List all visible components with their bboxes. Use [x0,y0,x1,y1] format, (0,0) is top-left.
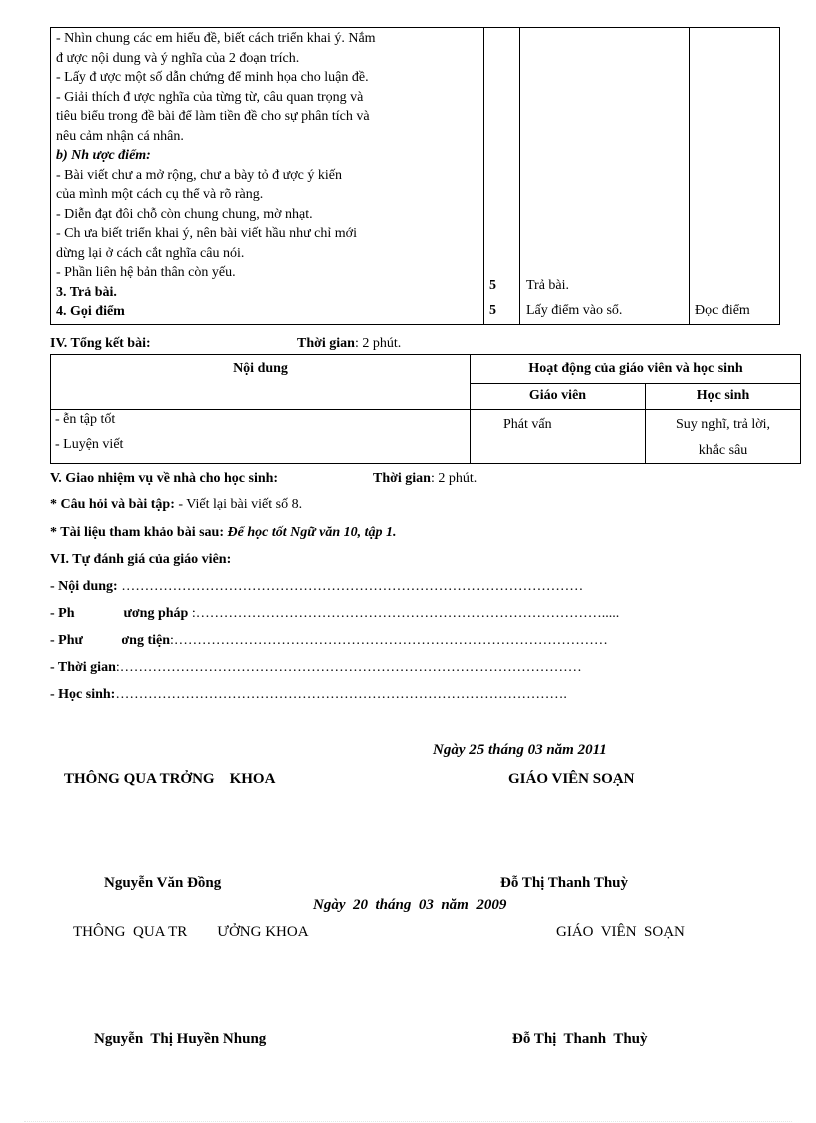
evaluation-row [50,604,619,624]
content-line: - Diễn đạt đôi chỗ còn chung chung, mờ nhạt. [56,206,313,222]
approver-title: THÔNG QUA TRỞNG KHOA [64,771,276,787]
content-line: - Ch ưa biết triển khai ý, nên bài viết hầu như chỉ mới [56,226,357,241]
student-activity: Suy nghĩ, trả lời, [675,417,771,432]
homework-line [50,495,302,515]
content-line: của mình một cách cụ thể và rõ ràng. [56,187,264,202]
evaluation-row [50,658,582,678]
content-cell [56,29,484,322]
reference-label: * Tài liệu tham khảo bài sau: [50,525,225,540]
time-value: 5 [489,278,496,293]
teacher-activity: Lấy điểm vào sổ. [526,303,623,318]
author-name: Đỗ Thị Thanh Thuỳ [512,1031,648,1047]
evaluation-row [50,577,583,597]
evaluation-label: - Phư ơng tiện [50,633,170,648]
student-activity: Đọc điểm [695,303,750,318]
page-edge [24,1121,792,1122]
time-value: : 2 phút. [430,471,478,486]
time-label: Thời gian [373,471,431,486]
lesson-table-continued [50,27,780,325]
row-divider [51,409,800,410]
approver-name: Nguyễn Văn Đồng [104,875,222,891]
col-divider [519,28,520,324]
col-divider [689,28,690,324]
evaluation-dots: ……………………………………………………………………………………. [115,687,567,702]
evaluation-dots: ……………………………………………………………………………………… [117,579,584,594]
evaluation-dots: :………………………………………………………………………………… [170,633,608,648]
header-student: Học sinh [696,388,750,403]
evaluation-label: - Nội dung: [50,579,118,594]
author-title: GIÁO VIÊN SOẠN [556,924,685,940]
content-line: - Nhìn chung các em hiểu đề, biết cách triển khai ý. Nắm [56,31,376,46]
signature-date: Ngày 20 tháng 03 năm 2009 [313,897,507,913]
approver-title: THÔNG QUA TR ƯỞNG KHOA [73,924,309,940]
evaluation-label: - Học sinh: [50,687,116,702]
content-line: tiêu biểu trong đề bài để làm tiền đề cho sự phân tích và [56,109,370,124]
section-iv-time [297,334,401,354]
signature-date: Ngày 25 tháng 03 năm 2011 [433,742,607,758]
section-vi-title: VI. Tự đánh giá của giáo viên: [50,552,232,567]
author-name: Đỗ Thị Thanh Thuỳ [500,875,629,891]
evaluation-row [50,685,567,705]
approver-name: Nguyễn Thị Huyền Nhung [94,1031,267,1047]
content-line: - Phần liên hệ bản thân còn yếu. [56,265,236,280]
student-activity: khắc sâu [698,443,748,458]
evaluation-dots: :……………………………………………………………………………..... [188,606,620,621]
section-v-title: V. Giao nhiệm vụ về nhà cho học sinh: [50,471,279,486]
header-teacher: Giáo viên [528,388,587,403]
content-item: - Luyện viết [55,437,124,452]
content-item: - ễn tập tốt [55,412,116,427]
content-line: đ ược nội dung và ý nghĩa của 2 đoạn trích. [56,50,300,66]
homework-value: - Viết lại bài viết số 8. [174,497,303,512]
time-value: : 2 phút. [354,336,402,351]
evaluation-label: - Thời gian [50,660,116,675]
content-line: - Lấy đ ược một số dẫn chứng để minh họa cho luận đề. [56,70,369,85]
content-line: dừng lại ở cách cắt nghĩa câu nói. [56,245,245,261]
time-value: 5 [489,303,496,318]
reference-line [50,523,397,543]
step-return-papers: 3. Trả bài. [56,284,117,300]
teacher-method: Phát vấn [503,417,552,432]
teacher-activity: Trả bài. [526,278,570,293]
header-activity: Hoạt động của giáo viên và học sinh [528,361,743,376]
author-title: GIÁO VIÊN SOẠN [508,771,635,787]
step-call-scores: 4. Gọi điểm [56,304,125,319]
header-content: Nội dung [233,361,288,376]
content-line: - Bài viết chư a mở rộng, chư a bày tỏ đ ược ý kiến [56,167,342,183]
homework-label: * Câu hỏi và bài tập: [50,497,175,512]
weakness-subheading: b) Nh ược điểm: [56,148,151,163]
time-label: Thời gian [297,336,355,351]
content-line: nêu cảm nhận cá nhân. [56,128,184,144]
reference-value: Để học tốt Ngữ văn 10, tập 1. [224,525,397,540]
evaluation-label: - Ph ương pháp [50,606,189,621]
summary-table [50,354,801,464]
section-iv-title: IV. Tổng kết bài: [50,336,151,351]
evaluation-row [50,631,608,651]
row-divider [470,383,800,384]
content-line: - Giải thích đ ược nghĩa của từng từ, câu quan trọng và [56,89,364,105]
section-v-time [373,469,477,489]
evaluation-dots: :……………………………………………………………………………………… [115,660,582,675]
